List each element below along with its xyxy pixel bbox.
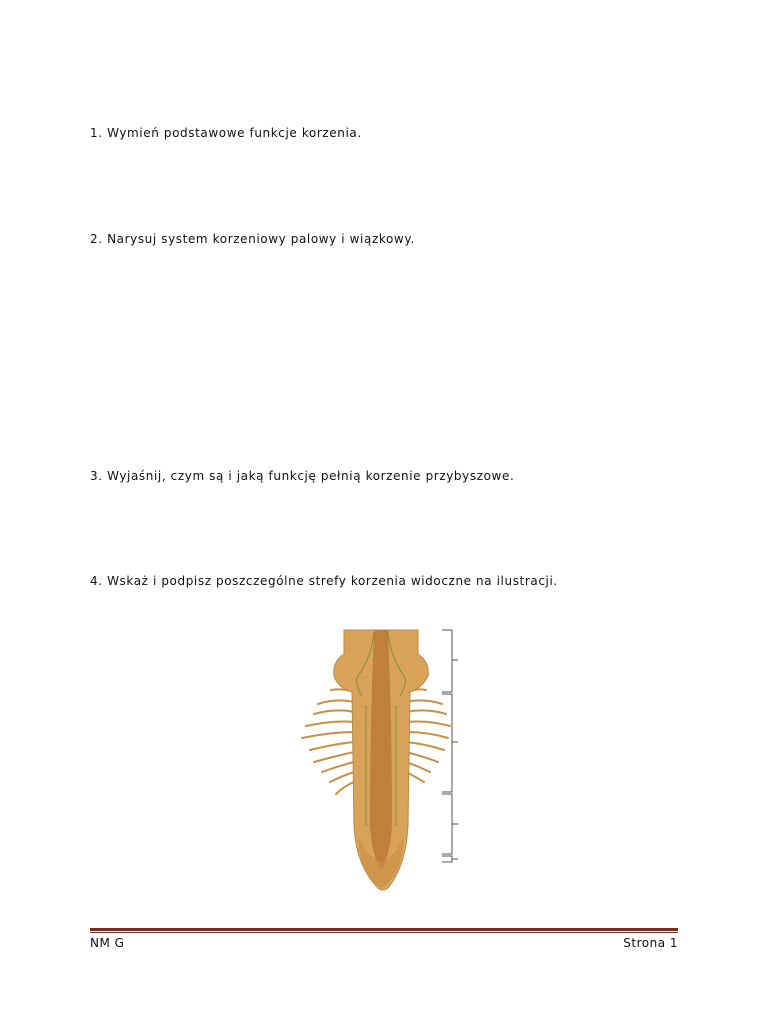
question-4: 4. Wskaż i podpisz poszczególne strefy korzenia widoczne na ilustracji. <box>90 574 558 588</box>
question-3: 3. Wyjaśnij, czym są i jaką funkcję pełnią korzenie przybyszowe. <box>90 469 515 483</box>
zone-brackets <box>442 630 458 862</box>
question-2: 2. Narysuj system korzeniowy palowy i wiązkowy. <box>90 232 415 246</box>
root-core <box>370 630 392 870</box>
footer-rule <box>90 928 678 934</box>
root-hairs-left <box>302 689 356 794</box>
root-hairs-right <box>406 689 450 782</box>
footer-author: NM G <box>90 936 125 950</box>
footer-page-number: Strona 1 <box>623 936 678 950</box>
root-zones-illustration <box>296 626 466 894</box>
question-1: 1. Wymień podstawowe funkcje korzenia. <box>90 126 362 140</box>
